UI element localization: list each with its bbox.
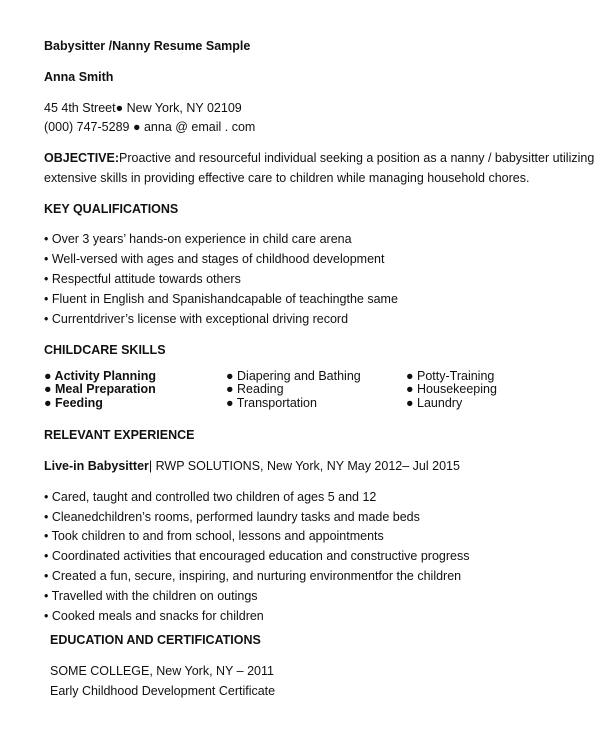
education-line-2: Early Childhood Development Certificate: [50, 684, 276, 698]
skills-column-2: [226, 370, 361, 410]
job-details: | RWP SOLUTIONS, New York, NY May 2012– Jul 2015: [148, 459, 460, 473]
objective-line-1: [44, 151, 594, 165]
objective-text-1: Proactive and resourceful individual seeking a position as a nanny / babysitter utilizing: [119, 151, 595, 165]
education-line-1: SOME COLLEGE, New York, NY – 2011: [50, 664, 274, 678]
skill-item: ● Housekeeping: [406, 382, 497, 397]
skill-item: ● Meal Preparation: [44, 382, 156, 397]
experience-item: • Took children to and from school, lessons and appointments: [44, 529, 384, 543]
experience-item: • Cared, taught and controlled two children of ages 5 and 12: [44, 490, 377, 504]
skill-item: ● Reading: [226, 382, 284, 397]
skills-column-3: [406, 370, 497, 410]
document-title: Babysitter /Nanny Resume Sample: [44, 39, 251, 53]
job-header: [44, 459, 460, 473]
qualification-item: • Well-versed with ages and stages of childhood development: [44, 252, 385, 266]
experience-heading: RELEVANT EXPERIENCE: [44, 428, 195, 442]
objective-line-2: extensive skills in providing effective care to children while managing household chores.: [44, 171, 530, 185]
skill-item: ● Laundry: [406, 395, 463, 410]
experience-item: • Created a fun, secure, inspiring, and nurturing environmentfor the children: [44, 569, 462, 583]
skill-item: ● Activity Planning: [44, 369, 156, 383]
candidate-name: Anna Smith: [44, 70, 114, 84]
skill-item: ● Potty-Training: [406, 369, 495, 383]
objective-label: OBJECTIVE:: [44, 151, 120, 165]
skills-heading: CHILDCARE SKILLS: [44, 343, 166, 357]
experience-item: • Cleanedchildren’s rooms, performed laundry tasks and made beds: [44, 510, 420, 524]
experience-item: • Cooked meals and snacks for children: [44, 609, 264, 623]
qualifications-heading: KEY QUALIFICATIONS: [44, 202, 179, 216]
experience-item: • Coordinated activities that encouraged education and constructive progress: [44, 549, 470, 563]
contact-phone-email: (000) 747-5289 ● anna @ email . com: [44, 120, 256, 134]
qualification-item: • Respectful attitude towards others: [44, 272, 241, 286]
qualification-item: • Currentdriver’s license with exceptional driving record: [44, 312, 349, 326]
job-title: Live-in Babysitter: [44, 459, 149, 473]
skill-item: ● Feeding: [44, 395, 103, 410]
skill-item: ● Diapering and Bathing: [226, 369, 361, 383]
skill-item: ● Transportation: [226, 395, 317, 410]
education-heading: EDUCATION AND CERTIFICATIONS: [50, 633, 261, 647]
qualification-item: • Over 3 years’ hands-on experience in child care arena: [44, 232, 352, 246]
experience-item: • Travelled with the children on outings: [44, 589, 258, 603]
skills-column-1: [44, 370, 156, 410]
contact-address: 45 4th Street● New York, NY 02109: [44, 101, 242, 115]
qualification-item: • Fluent in English and Spanishandcapable of teachingthe same: [44, 292, 398, 306]
